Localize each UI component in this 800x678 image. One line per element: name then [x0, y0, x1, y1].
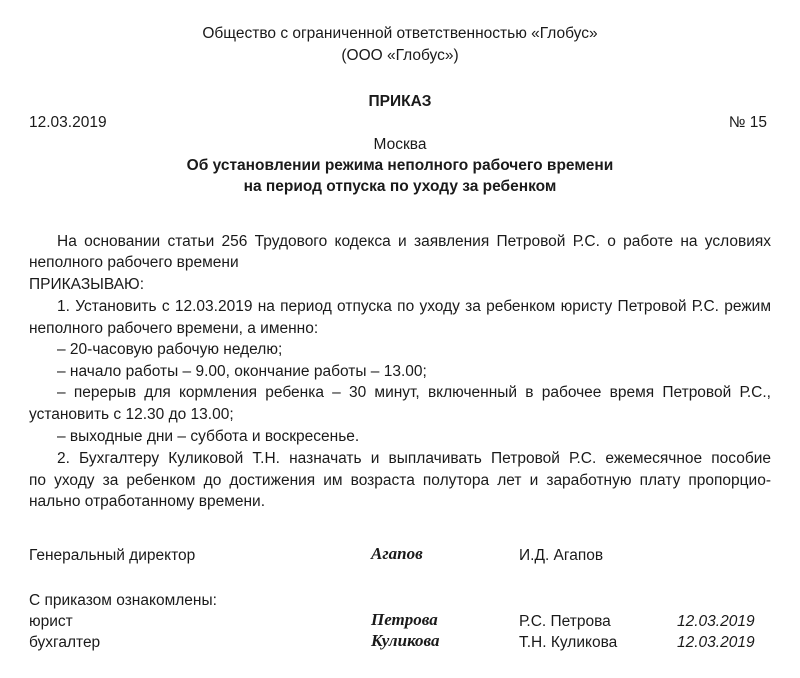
- order-date: 12.03.2019: [29, 114, 107, 131]
- acquaintance-name: Т.Н. Куликова: [519, 634, 618, 651]
- acquaintance-date: 12.03.2019: [677, 634, 755, 651]
- acquainted-label: С приказом ознакомлены:: [29, 592, 217, 609]
- basis-line-2: неполного рабочего времени: [29, 254, 239, 271]
- director-name: И.Д. Агапов: [519, 547, 604, 564]
- item-2-line-3: нально отработанному времени.: [29, 493, 266, 510]
- item-2-line-1: 2. Бухгалтеру Куликовой Т.Н. назначать и выплачивать Петровой Р.С. ежемесячное пособие: [57, 450, 771, 467]
- basis-line-1: На основании статьи 256 Трудового кодекса и заявления Петровой Р.С. о работе на условиях: [57, 233, 771, 250]
- order-city: Москва: [373, 136, 427, 153]
- dash-item-2: – начало работы – 9.00, окончание работы – 13.00;: [57, 363, 427, 380]
- director-title: Генеральный директор: [29, 547, 196, 564]
- acquaintance-position: бухгалтер: [29, 634, 101, 651]
- acquaintance-signature: Куликова: [371, 631, 440, 650]
- director-signature: Агапов: [371, 544, 423, 563]
- item-1-line-2: неполного рабочего времени, а именно:: [29, 320, 319, 337]
- acquaintance-name: Р.С. Петрова: [519, 613, 611, 630]
- acquaintance-position: юрист: [29, 613, 73, 630]
- order-word: ПРИКАЗЫВАЮ:: [29, 276, 145, 293]
- order-title-line-1: Об установлении режима неполного рабочего времени: [186, 157, 614, 174]
- acquaintance-date: 12.03.2019: [677, 613, 755, 630]
- order-heading: ПРИКАЗ: [368, 93, 432, 110]
- acquaintance-signature: Петрова: [371, 610, 438, 629]
- organization-short-name: (ООО «Глобус»): [341, 47, 459, 64]
- dash-item-4: – выходные дни – суббота и воскресенье.: [57, 428, 360, 445]
- dash-item-3-line-1: – перерыв для кормления ребенка – 30 минут, включенный в рабочее время Петровой Р.С.,: [57, 384, 771, 401]
- item-2-line-2: по уходу за ребенком до достижения им возраста полутора лет и заработную плату пропорцио-: [29, 472, 771, 489]
- organization-full-name: Общество с ограниченной ответственностью «Глобус»: [202, 25, 598, 42]
- item-1-line-1: 1. Установить с 12.03.2019 на период отпуска по уходу за ребенком юристу Петровой Р.С. режим: [57, 298, 771, 315]
- order-number: № 15: [728, 114, 767, 131]
- dash-item-1: – 20-часовую рабочую неделю;: [57, 341, 283, 358]
- order-title-line-2: на период отпуска по уходу за ребенком: [243, 178, 557, 195]
- dash-item-3-line-2: установить с 12.30 до 13.00;: [29, 406, 234, 423]
